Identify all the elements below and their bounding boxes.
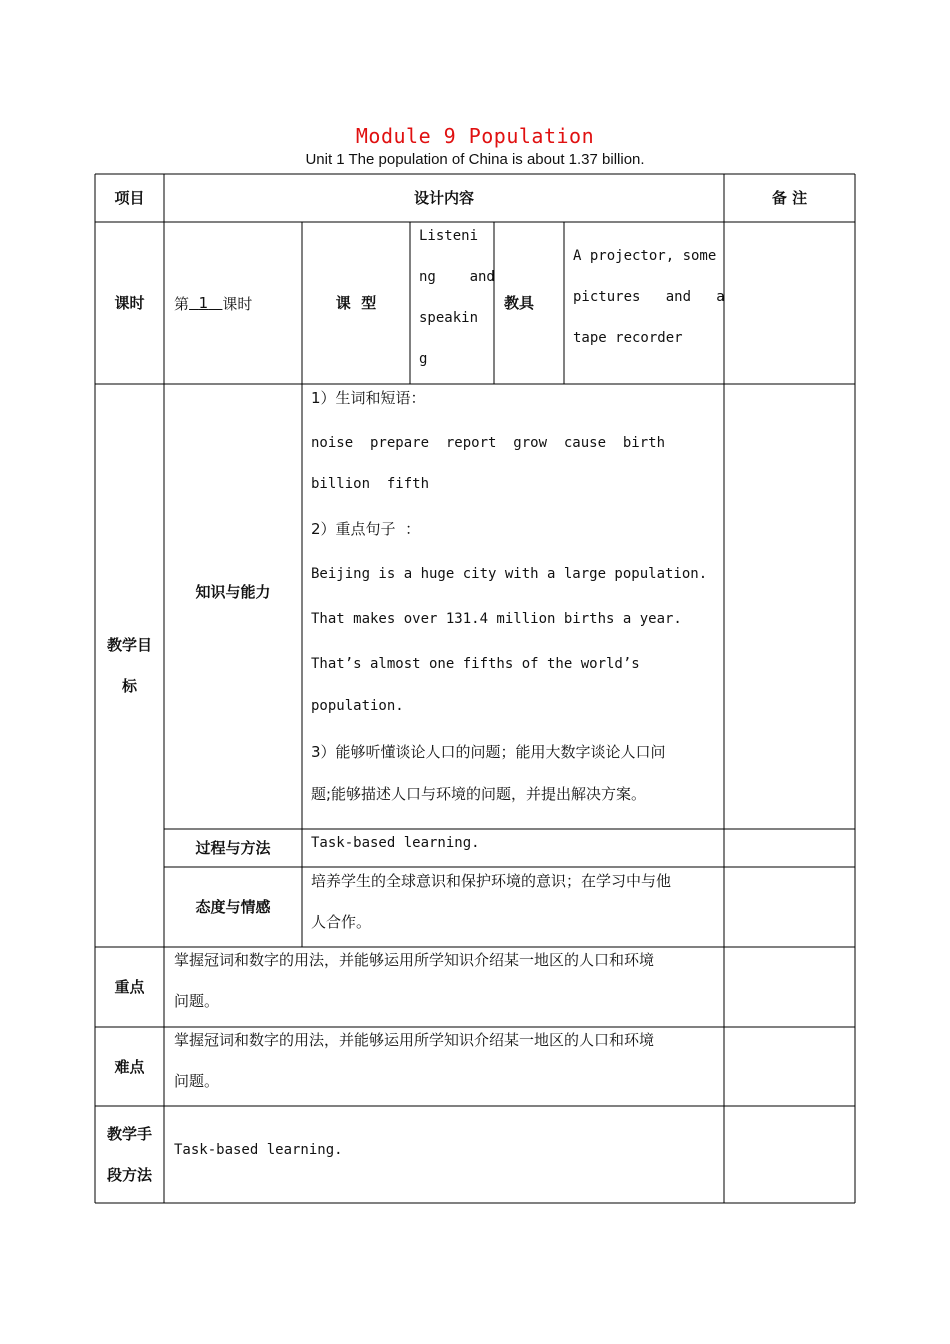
- period-suffix: 课时: [222, 294, 253, 313]
- difficulties-label: 难点: [114, 1057, 145, 1076]
- methods-label: 教学手 段方法: [106, 1124, 152, 1184]
- header-item: 项目: [114, 188, 145, 207]
- key-points-line: 掌握冠词和数字的用法，并能够运用所学知识介绍某一地区的人口和环境: [174, 951, 655, 969]
- knowledge-line: 2）重点句子 ：: [311, 520, 421, 538]
- knowledge-line: billion fifth: [311, 476, 430, 492]
- attitude-line: 人合作。: [311, 913, 372, 931]
- knowledge-line: 题;能够描述人口与环境的问题，并提出解决方案。: [311, 785, 647, 803]
- aids-line: tape recorder: [573, 330, 683, 346]
- lesson-aids-value: [573, 236, 725, 366]
- attitude-content: [311, 861, 721, 945]
- key-points-content: [174, 940, 722, 1024]
- key-points-line: 问题。: [174, 992, 220, 1010]
- difficulties-line: 掌握冠词和数字的用法，并能够运用所学知识介绍某一地区的人口和环境: [174, 1031, 655, 1049]
- page-subtitle: Unit 1 The population of China is about 1.37 billion.: [305, 151, 645, 168]
- knowledge-line: noise prepare report grow cause birth: [311, 435, 666, 451]
- lesson-type-label: 课 型: [335, 293, 377, 312]
- knowledge-line: Beijing is a huge city with a large population.: [311, 566, 708, 582]
- header-content: 设计内容: [413, 188, 474, 207]
- aids-line: pictures and a: [573, 289, 725, 305]
- lesson-label: 课时: [114, 293, 145, 312]
- key-points-label: 重点: [114, 978, 145, 996]
- type-line: speakin: [419, 310, 479, 326]
- knowledge-content: [311, 376, 721, 826]
- methods-content: Task-based learning.: [174, 1141, 343, 1158]
- aids-line: A projector, some: [573, 248, 717, 264]
- type-line: ng and: [419, 269, 495, 285]
- lesson-period: [174, 222, 302, 384]
- period-number: 1: [198, 294, 209, 312]
- lesson-aids-label: 教具: [503, 293, 534, 312]
- process-label: 过程与方法: [195, 839, 271, 857]
- attitude-label: 态度与情感: [195, 898, 271, 916]
- lesson-type-value: [419, 216, 495, 380]
- knowledge-line: 3）能够听懂谈论人口的问题；能用大数字谈论人口问: [311, 743, 666, 761]
- header-note: 备 注: [771, 188, 808, 207]
- type-line: Listeni: [419, 228, 479, 244]
- difficulties-content: [174, 1020, 722, 1104]
- difficulties-line: 问题。: [174, 1072, 220, 1090]
- period-prefix: 第: [174, 294, 190, 313]
- knowledge-line: population.: [311, 698, 404, 714]
- knowledge-line: That’s almost one fifths of the world’s: [311, 656, 640, 672]
- attitude-line: 培养学生的全球意识和保护环境的意识；在学习中与他: [311, 872, 672, 890]
- type-line: g: [419, 351, 428, 367]
- knowledge-line: 1）生词和短语：: [311, 389, 426, 407]
- page-title: Module 9 Population: [355, 124, 595, 148]
- knowledge-label: 知识与能力: [195, 583, 271, 601]
- process-content: Task-based learning.: [311, 835, 480, 851]
- knowledge-line: That makes over 131.4 million births a year.: [311, 611, 682, 627]
- objectives-label: 教学目 标: [106, 635, 152, 695]
